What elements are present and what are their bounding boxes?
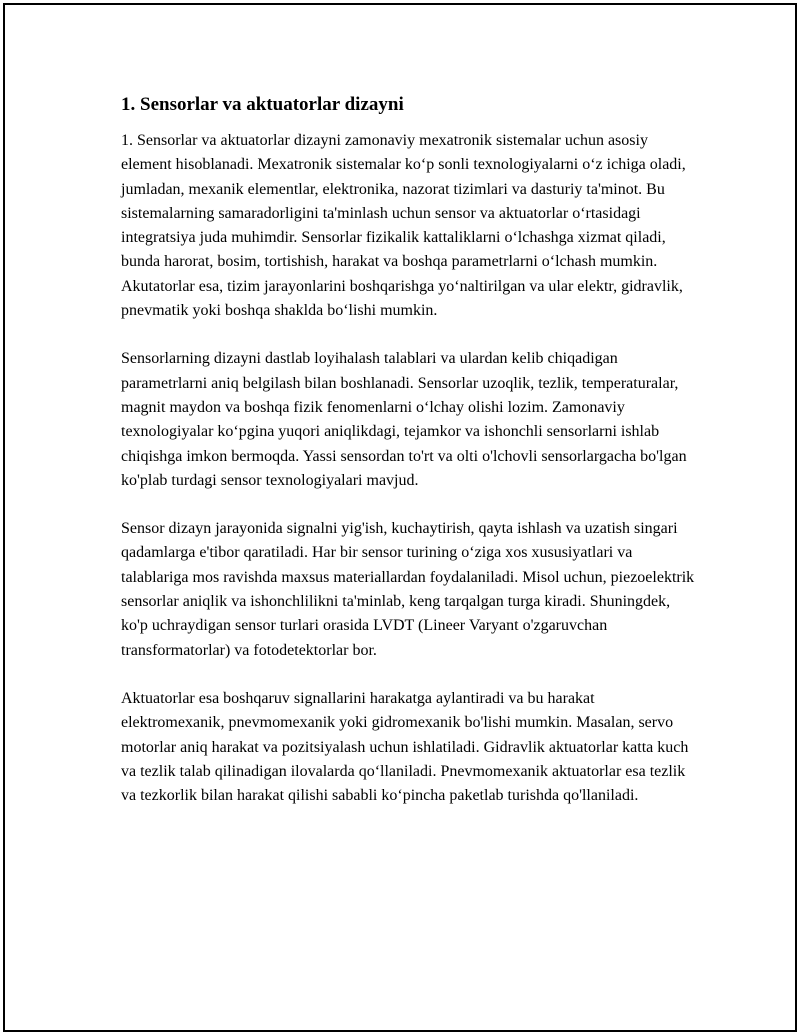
paragraph-4: Aktuatorlar esa boshqaruv signallarini harakatga aylantiradi va bu harakat elektromexanik, pnevmomexanik yoki gidromexanik bo'lishi mumkin. Masalan, servo motorlar aniq harakat va pozitsiyalash uchun ishlatiladi. Gidravlik aktuatorlar katta kuch va tezlik talab qilinadigan ilovalarda qo‘llaniladi. Pnevmomexanik aktuatorlar esa tezlik va tezkorlik bilan harakat qilishi sababli ko‘pincha paketlab turishda qo'llaniladi.: [121, 689, 689, 805]
paragraph-2: Sensorlarning dizayni dastlab loyihalash talablari va ulardan kelib chiqadigan parametrlarni aniq belgilash bilan boshlanadi. Sensorlar uzoqlik, tezlik, temperaturalar, magnit maydon va boshqa fizik fenomenlarni o‘lchay olishi lozim. Zamonaviy texnologiyalar ko‘pgina yuqori aniqlikdagi, tejamkor va ishonchli sensorlarni ishlab chiqishga imkon bermoqda. Yassi sensordan to'rt va olti o'lchovli sensorlargacha bo'lgan ko'plab turdagi sensor texnologiyalari mavjud.: [121, 350, 687, 489]
paragraph-1: 1. Sensorlar va aktuatorlar dizayni zamonaviy mexatronik sistemalar uchun asosiy element hisoblanadi. Mexatronik sistemalar ko‘p sonli texnologiyalarni o‘z ichiga oladi, jumladan, mexanik elementlar, elektronika, nazorat tizimlari va dasturiy ta'minot. Bu sistemalarning samaradorligini ta'minlash uchun sensor va aktuatorlar o‘rtasidagi integratsiya juda muhimdir. Sensorlar fizikalik kattaliklarni o‘lchashga xizmat qiladi, bunda harorat, bosim, tortishish, harakat va boshqa parametrlarni o‘lchash mumkin. Akutatorlar esa, tizim jarayonlarini boshqarishga yo‘naltirilgan va ular elektr, gidravlik, pnevmatik yoki boshqa shaklda bo‘lishi mumkin.: [121, 132, 686, 320]
document-body: [121, 93, 696, 832]
page-frame: [3, 3, 797, 1032]
section-heading: 1. Sensorlar va aktuatorlar dizayni: [121, 94, 404, 115]
paragraph-3: Sensor dizayn jarayonida signalni yig'ish, kuchaytirish, qayta ishlash va uzatish singari qadamlarga e'tibor qaratiladi. Har bir sensor turining o‘ziga xos xususiyatlari va talablariga mos ravishda maxsus materiallardan foydalaniladi. Misol uchun, piezoelektrik sensorlar aniqlik va ishonchlilikni ta'minlab, keng tarqalgan turga kiradi. Shuningdek, ko'p uchraydigan sensor turlari orasida LVDT (Lineer Varyant o'zgaruvchan transformatorlar) va fotodetektorlar bor.: [121, 520, 695, 659]
